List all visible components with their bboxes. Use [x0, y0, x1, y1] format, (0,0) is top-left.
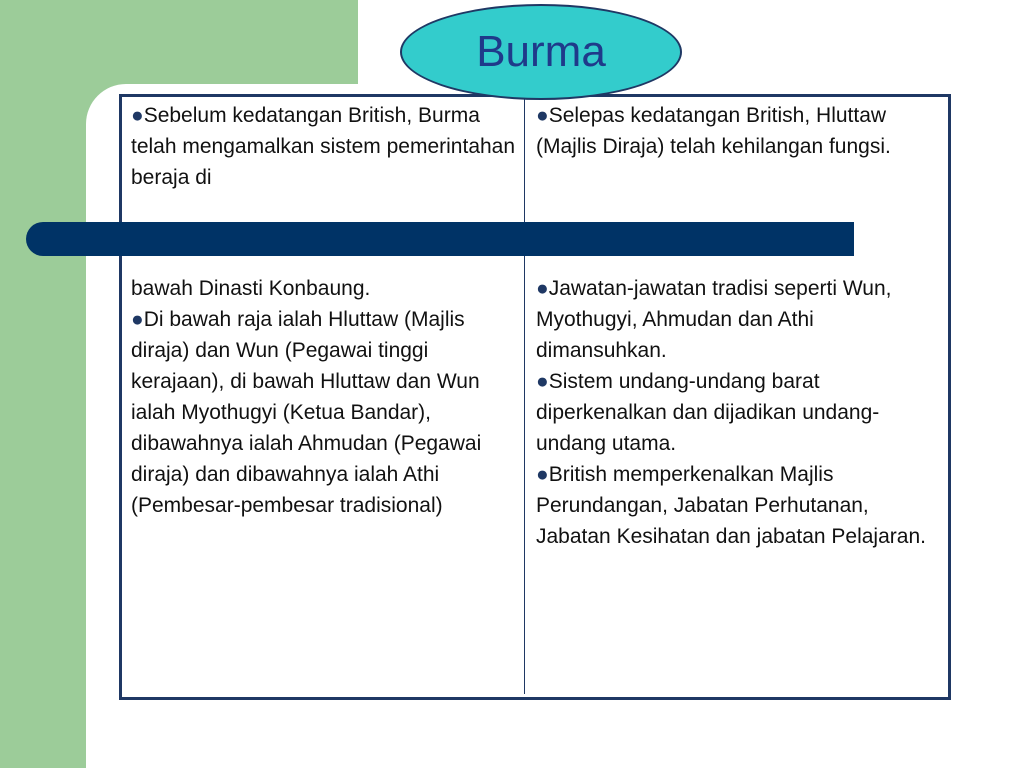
paragraph — [536, 459, 936, 552]
paragraph — [536, 273, 936, 366]
paragraph — [536, 366, 936, 459]
column-divider — [524, 97, 525, 694]
paragraph-text: bawah Dinasti Konbaung. — [131, 277, 371, 300]
title-oval — [400, 4, 682, 100]
paragraph-text: Sistem undang-undang barat diperkenalkan dan dijadikan undang-undang utama. — [536, 370, 880, 455]
cell-right-bottom — [536, 273, 936, 552]
paragraph-text: British memperkenalkan Majlis Perundangan, Jabatan Perhutanan, Jabatan Kesihatan dan jabatan Pelajaran. — [536, 463, 926, 548]
paragraph-text: Selepas kedatangan British, Hluttaw (Majlis Diraja) telah kehilangan fungsi. — [536, 104, 891, 158]
paragraph — [131, 100, 521, 193]
decorative-band — [26, 222, 854, 256]
paragraph — [131, 304, 521, 521]
slide-title: Burma — [476, 27, 606, 76]
paragraph — [131, 273, 521, 304]
bullet-icon: ● — [536, 277, 549, 300]
paragraph-text: Sebelum kedatangan British, Burma telah mengamalkan sistem pemerintahan beraja di — [131, 104, 516, 189]
bullet-icon: ● — [536, 370, 549, 393]
bullet-icon: ● — [131, 104, 144, 127]
paragraph — [536, 100, 936, 162]
bullet-icon: ● — [131, 308, 144, 331]
bullet-icon: ● — [536, 463, 549, 486]
cell-right-top — [536, 100, 936, 162]
paragraph-text: Di bawah raja ialah Hluttaw (Majlis diraja) dan Wun (Pegawai tinggi kerajaan), di bawah Hluttaw dan Wun ialah Myothugyi (Ketua Bandar), dibawahnya ialah Ahmudan (Pegawai diraja) dan dibawahnya ialah Athi (Pembesar-pembesar tradisional) — [131, 308, 482, 517]
paragraph-text: Jawatan-jawatan tradisi seperti Wun, Myothugyi, Ahmudan dan Athi dimansuhkan. — [536, 277, 892, 362]
cell-left-top — [131, 100, 521, 193]
bullet-icon: ● — [536, 104, 549, 127]
cell-left-bottom — [131, 273, 521, 521]
